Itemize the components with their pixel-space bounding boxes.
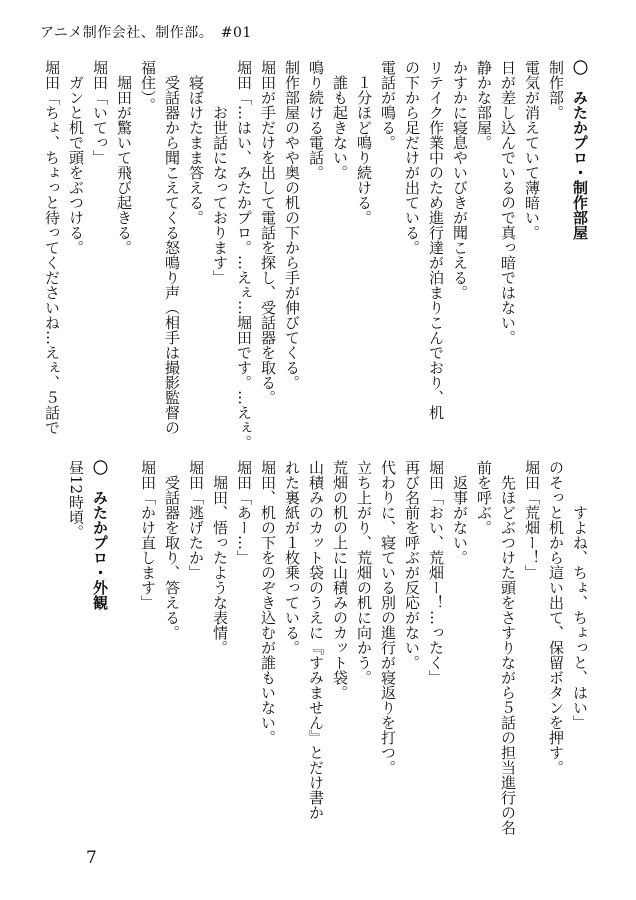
script-line: 福住）。 (139, 60, 157, 113)
script-line: のそっと机から這い出て、保留ボタンを押す。 (547, 460, 565, 775)
script-line: 受話器から聞こえてくる怒鳴り声（相手は撮影監督の (163, 60, 181, 435)
script-line: 前を呼ぶ。 (475, 460, 493, 535)
script-line: 受話器を取り、答える。 (163, 460, 181, 640)
script-line: 堀田「おい、荒畑ー！…ったく」 (427, 460, 445, 685)
script-line: 鳴り続ける電話。 (307, 60, 325, 180)
script-line: 堀田「逃げたか」 (187, 460, 205, 580)
script-line: の下から足だけが出ている。 (403, 60, 421, 255)
script-line: 堀田「いてっ」 (91, 60, 109, 165)
script-line: 堀田「…はい、みたかプロ。…えぇ…堀田です。…えぇ。 (235, 60, 253, 450)
script-line: 堀田「ちょ、ちょっと待ってくださいね…えぇ、５話で (43, 60, 61, 435)
page-header-title: アニメ制作会社、制作部。 #01 (40, 25, 252, 41)
script-line: 昼12時頃。 (67, 460, 85, 540)
script-line: 電話が鳴る。 (379, 60, 397, 150)
script-line: 荒畑の机の上に山積みのカット袋。 (331, 460, 349, 700)
script-line: 堀田、悟ったような表情。 (211, 460, 229, 655)
script-line: 制作部屋のやや奥の机の下から手が伸びてくる。 (283, 60, 301, 390)
script-block-bottom (67, 460, 589, 835)
script-line: れた裏紙が１枚乗っている。 (283, 460, 301, 655)
script-line: 日が差し込んでいるので真っ暗ではない。 (499, 60, 517, 345)
script-block-top (43, 60, 589, 450)
script-line: 堀田「かけ直します」 (139, 460, 157, 610)
script-line: 堀田「あー…」 (235, 460, 253, 565)
script-line: お世話になっております」 (211, 60, 229, 285)
script-line: 代わりに、寝ている別の進行が寝返りを打つ。 (379, 460, 397, 775)
script-line: 電気が消えていて薄暗い。 (523, 60, 541, 240)
script-line: 堀田が手だけを出して電話を探し、受話器を取る。 (259, 60, 277, 405)
script-line: 静かな部屋。 (475, 60, 493, 150)
script-line: 誰も起きない。 (331, 60, 349, 180)
script-line: すよね、ちょ、ちょっと、はい」 (571, 460, 589, 730)
blank-line (116, 460, 132, 832)
script-line: 山積みのカット袋のうえに『すみません』とだけ書か (307, 460, 325, 820)
script-line: １分ほど鳴り続ける。 (355, 60, 373, 225)
script-line: かすかに寝息やいびきが聞こえる。 (451, 60, 469, 300)
script-line: 堀田「荒畑ー！」 (523, 460, 541, 580)
script-line: 再び名前を呼ぶが反応がない。 (403, 460, 421, 670)
script-line: 制作部。 (547, 60, 565, 120)
page-number: 7 (86, 848, 97, 868)
script-line: ガンと机で頭をぶつける。 (67, 60, 85, 255)
script-line: リテイク作業中のため進行達が泊まりこんでおり、机 (427, 60, 445, 420)
script-line: 立ち上がり、荒畑の机に向かう。 (355, 460, 373, 685)
script-line: 返事がない。 (451, 460, 469, 565)
script-line: 先ほどぶつけた頭をさすりながら５話の担当進行の名 (499, 460, 517, 835)
scene-heading: 〇 みたかプロ・制作部屋 (571, 60, 589, 240)
script-line: 寝ぼけたまま答える。 (187, 60, 205, 225)
script-line: 堀田が驚いて飛び起きる。 (115, 60, 133, 255)
script-line: 堀田、机の下をのぞき込むが誰もいない。 (259, 460, 277, 745)
scene-heading: 〇 みたかプロ・外観 (91, 460, 109, 610)
